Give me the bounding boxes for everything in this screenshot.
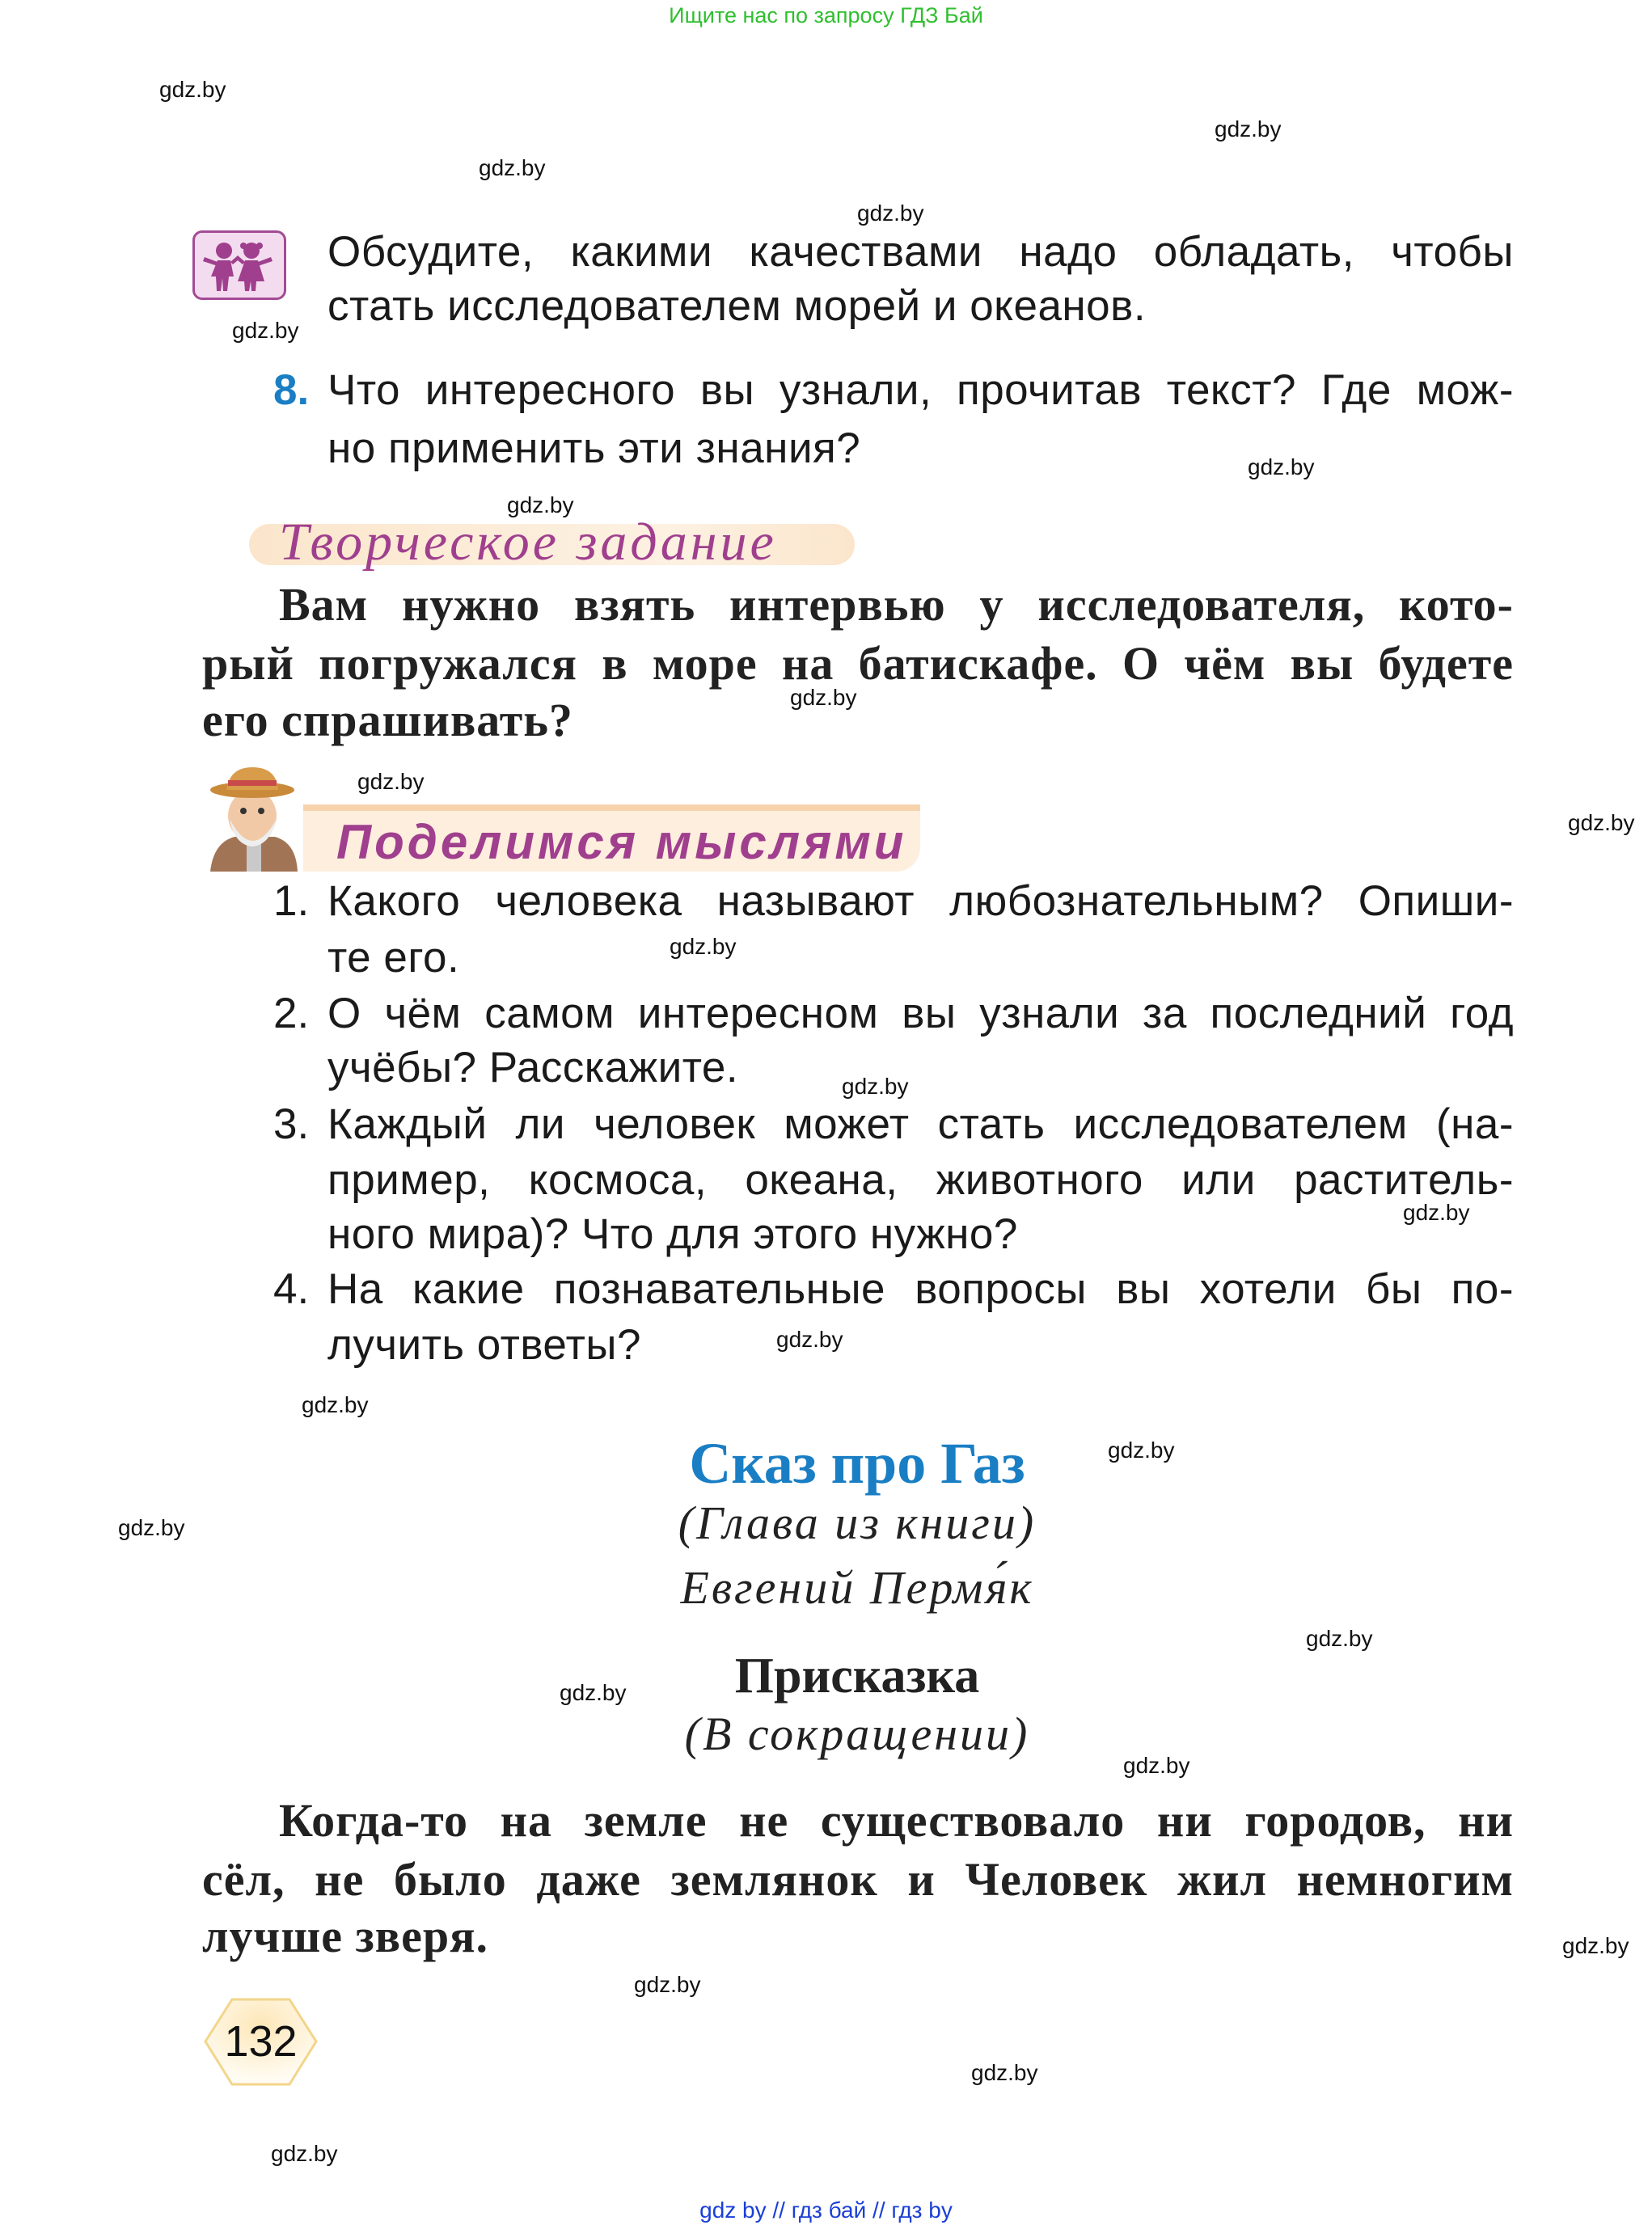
list-item-line: ного мира)? Что для этого нужно? [327, 1210, 1018, 1258]
task-number: 8. [273, 366, 310, 414]
old-man-illustration [202, 766, 303, 872]
list-number: 4. [273, 1265, 310, 1313]
list-item-line: лучить ответы? [327, 1321, 641, 1369]
task-line: Что интересного вы узнали, прочитав текст? Где мож- [327, 366, 1514, 414]
watermark: gdz.by [1123, 1753, 1190, 1778]
list-item-line: На какие познавательные вопросы вы хотели бы по- [327, 1265, 1514, 1313]
watermark: gdz.by [790, 685, 857, 710]
story-line: лучше зверя. [202, 1910, 488, 1962]
story-section: Присказка [734, 1649, 980, 1704]
watermark: gdz.by [971, 2060, 1038, 2085]
children-pair-icon [192, 230, 286, 300]
creative-heading: Творческое задание [279, 513, 777, 572]
watermark: gdz.by [118, 1515, 185, 1540]
list-number: 1. [273, 877, 310, 925]
list-number: 2. [273, 990, 310, 1037]
story-subtitle: (Глава из книги) [678, 1497, 1037, 1549]
watermark: gdz.by [634, 1972, 701, 1997]
list-item-line: пример, космоса, океана, животного или раститель- [327, 1156, 1514, 1204]
discussion-line: стать исследователем морей и океанов. [327, 282, 1147, 330]
creative-line: рый погружался в море на батискафе. О чём вы будете [202, 637, 1514, 690]
watermark: gdz.by [776, 1327, 843, 1352]
watermark: gdz.by [507, 492, 574, 517]
watermark: gdz.by [670, 934, 737, 959]
story-line: сёл, не было даже землянок и Человек жил немногим [202, 1853, 1514, 1906]
watermark: gdz.by [159, 77, 226, 102]
list-item-line: Какого человека называют любознательным? Опиши- [327, 877, 1514, 925]
watermark: gdz.by [857, 201, 924, 226]
watermark: gdz.by [1568, 810, 1635, 835]
discussion-line: Обсудите, какими качествами надо обладать, чтобы [327, 228, 1514, 276]
task-line: но применить эти знания? [327, 424, 861, 472]
creative-line: его спрашивать? [202, 694, 573, 746]
story-note: (В сокращении) [684, 1708, 1030, 1760]
list-item-line: те его. [327, 934, 460, 982]
story-author: Евгений Пермя́к [680, 1561, 1034, 1614]
story-line: Когда-то на земле не существовало ни городов, ни [279, 1794, 1514, 1847]
watermark: gdz.by [302, 1392, 369, 1417]
list-number: 3. [273, 1100, 310, 1148]
creative-line: Вам нужно взять интервью у исследователя, кото- [279, 578, 1514, 631]
watermark: gdz.by [271, 2141, 338, 2166]
page-number: 132 [224, 2017, 298, 2066]
watermark: gdz.by [1306, 1626, 1373, 1651]
list-item-line: учёбы? Расскажите. [327, 1044, 739, 1091]
watermark: gdz.by [1403, 1200, 1470, 1225]
share-heading: Поделимся мыслями [336, 815, 907, 869]
watermark: gdz.by [1215, 116, 1282, 141]
list-item-line: Каждый ли человек может стать исследователем (на- [327, 1100, 1514, 1148]
search-promo-header[interactable]: Ищите нас по запросу ГДЗ Бай [669, 3, 983, 27]
watermark: gdz.by [1248, 454, 1315, 479]
watermark: gdz.by [1562, 1933, 1629, 1958]
watermark: gdz.by [560, 1680, 627, 1705]
story-title: Сказ про Газ [689, 1431, 1025, 1496]
watermark: gdz.by [842, 1074, 909, 1099]
watermark: gdz.by [1108, 1438, 1175, 1463]
watermark: gdz.by [357, 769, 425, 794]
list-item-line: О чём самом интересном вы узнали за последний год [327, 990, 1514, 1037]
watermark: gdz.by [232, 318, 299, 343]
page-number-badge [204, 1998, 318, 2086]
watermark: gdz.by [479, 155, 546, 180]
footer-links[interactable]: gdz by // гдз бай // гдз by [699, 2198, 953, 2223]
